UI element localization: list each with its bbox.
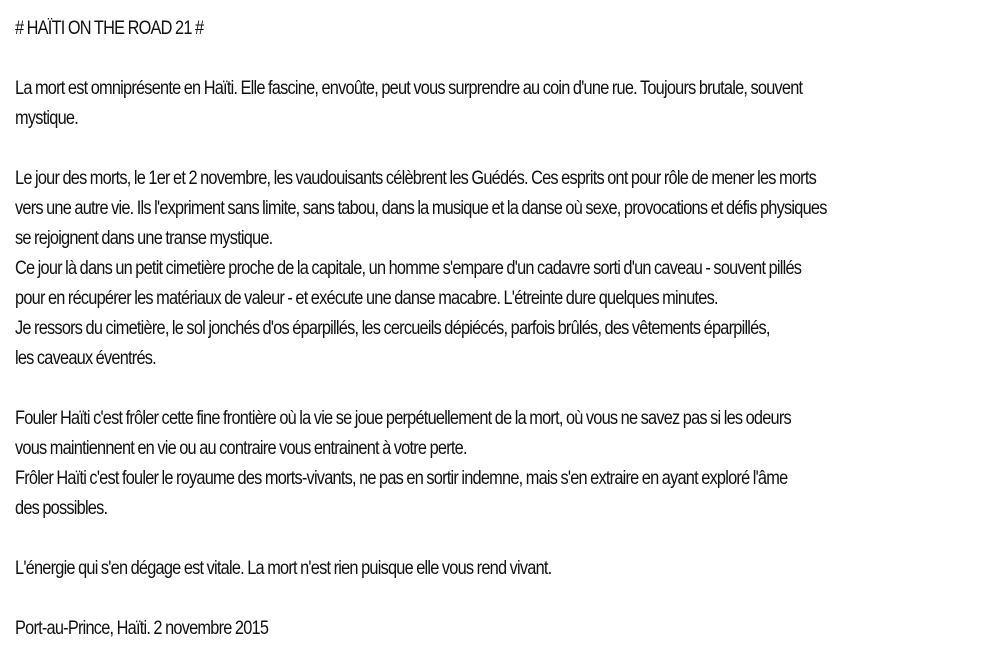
paragraph-intro	[15, 74, 990, 134]
paragraph-line: L'énergie qui s'en dégage est vitale. La mort n'est rien puisque elle vous rend vivant.	[15, 558, 552, 579]
paragraph-line: Je ressors du cimetière, le sol jonchés d'os éparpillés, les cercueils dépiécés, parfois brûlés, des vêtements éparpillés,	[15, 318, 770, 339]
document-title: # HAÏTI ON THE ROAD 21 #	[15, 18, 204, 39]
paragraph-line: Ce jour là dans un petit cimetière proche de la capitale, un homme s'empare d'un cadavre sorti d'un caveau - souvent pillés	[15, 258, 802, 279]
paragraph-line: pour en récupérer les matériaux de valeur - et exécute une danse macabre. L'étreinte dure quelques minutes.	[15, 288, 718, 309]
paragraph-line: des possibles.	[15, 498, 108, 519]
place-date-line: Port-au-Prince, Haïti. 2 novembre 2015	[15, 618, 269, 639]
paragraph-day-of-dead	[15, 164, 990, 374]
paragraph-line: mystique.	[15, 108, 78, 129]
paragraph-fouler-haiti	[15, 404, 990, 524]
paragraph-line: les caveaux éventrés.	[15, 348, 156, 369]
paragraph-line: vers une autre vie. Ils l'expriment sans limite, sans tabou, dans la musique et la danse où sexe, provocations et défis physiques	[15, 198, 827, 219]
paragraph-line: se rejoignent dans une transe mystique.	[15, 228, 273, 249]
document-body	[15, 14, 990, 644]
paragraph-line: Fouler Haïti c'est frôler cette fine frontière où la vie se joue perpétuellement de la mort, où vous ne savez pas si les odeurs	[15, 408, 791, 429]
paragraph-line: Le jour des morts, le 1er et 2 novembre, les vaudouisants célèbrent les Guédés. Ces esprits ont pour rôle de mener les morts	[15, 168, 816, 189]
paragraph-line: vous maintiennent en vie ou au contraire vous entrainent à votre perte.	[15, 438, 467, 459]
paragraph-energy	[15, 554, 990, 584]
paragraph-line: Frôler Haïti c'est fouler le royaume des morts-vivants, ne pas en sortir indemne, mais s'en extraire en ayant exploré l'âme	[15, 468, 788, 489]
paragraph-line: La mort est omniprésente en Haïti. Elle fascine, envoûte, peut vous surprendre au coin d'une rue. Toujours brutale, souvent	[15, 78, 803, 99]
signature-place-date	[15, 614, 990, 644]
